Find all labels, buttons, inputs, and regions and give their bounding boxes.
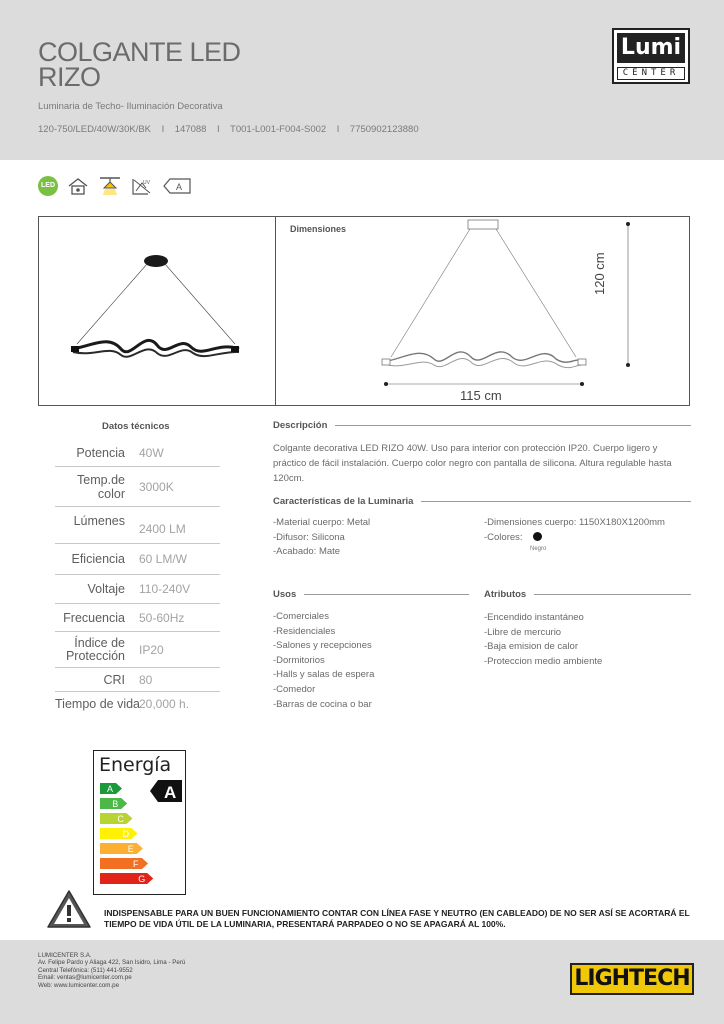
tech-label: Índice de Protección bbox=[65, 635, 125, 663]
footer-band bbox=[0, 940, 724, 1024]
energy-bar-d bbox=[100, 828, 138, 839]
tech-label: Eficiencia bbox=[71, 552, 125, 566]
color-swatch-black bbox=[533, 532, 542, 541]
logo-wordmark: Lumi bbox=[617, 33, 685, 63]
list-item: -Salones y recepciones bbox=[273, 640, 372, 652]
tech-value: 80 bbox=[139, 672, 153, 687]
list-item: -Material cuerpo: Metal bbox=[273, 517, 371, 528]
list-item: -Comedor bbox=[273, 683, 316, 695]
tech-row bbox=[55, 575, 220, 604]
energy-scale bbox=[94, 751, 184, 893]
energy-bar-label: G bbox=[138, 874, 146, 884]
characteristics-left bbox=[273, 516, 370, 560]
title-line-2: RIZO bbox=[38, 62, 101, 92]
tech-row bbox=[55, 604, 220, 632]
tech-label: Voltaje bbox=[87, 582, 125, 596]
feature-icons bbox=[38, 175, 192, 197]
list-item: -Comerciales bbox=[273, 611, 329, 622]
tech-label: Potencia bbox=[76, 446, 125, 460]
tech-title: Datos técnicos bbox=[102, 421, 170, 432]
warning-icon bbox=[46, 889, 92, 929]
footer-web: Web: www.lumicenter.com.pe bbox=[38, 981, 120, 989]
description-text: Colgante decorativa LED RIZO 40W. Uso para interior con protección IP20. Cuerpo ligero y práctico de fácil instalación. Cuerpo color negro con pantalla de silicona. Altura regulable hasta 120cm. bbox=[273, 443, 672, 484]
atributos-list bbox=[484, 611, 602, 669]
list-item: -Acabado: Mate bbox=[273, 546, 341, 558]
tech-value: 3000K bbox=[139, 479, 174, 494]
energy-bar-label: A bbox=[107, 784, 114, 794]
list-item: -Difusor: Silicona bbox=[273, 531, 345, 543]
usos-list bbox=[273, 610, 374, 712]
tech-row bbox=[55, 440, 220, 467]
list-item: -Proteccion medio ambiente bbox=[484, 655, 603, 667]
energy-bar-label: B bbox=[112, 799, 119, 809]
list-item: -Baja emision de calor bbox=[484, 641, 578, 653]
list-item: -Barras de cocina o bar bbox=[273, 698, 372, 710]
list-item: -Encendido instantáneo bbox=[484, 612, 584, 623]
tech-row bbox=[55, 692, 220, 715]
energy-bar-label: F bbox=[133, 859, 139, 869]
list-item bbox=[484, 531, 665, 546]
dimension-drawing bbox=[276, 217, 690, 405]
list-item: -Dormitorios bbox=[273, 654, 325, 666]
tech-row bbox=[55, 507, 220, 544]
list-item: -Libre de mercurio bbox=[484, 626, 562, 638]
characteristics-title: Características de la Luminaria bbox=[273, 496, 414, 507]
product-subtitle: Luminaria de Techo- Iluminación Decorativa bbox=[38, 101, 223, 112]
tech-label: Lúmenes bbox=[73, 514, 125, 528]
usos-title: Usos bbox=[273, 589, 297, 600]
footer-address: Av. Felipe Pardo y Aliaga 422, San Isidro, Lima - Perú bbox=[38, 959, 186, 967]
list-item: -Dimensiones cuerpo: 1150X180X1200mm bbox=[484, 517, 665, 528]
energy-bar-label: D bbox=[122, 829, 130, 839]
product-image-panel bbox=[38, 216, 690, 406]
dimension-height: 120 cm bbox=[592, 252, 607, 295]
no-uv-icon bbox=[130, 176, 154, 196]
tech-row bbox=[55, 544, 220, 575]
description-heading bbox=[273, 420, 691, 431]
characteristics-right bbox=[484, 516, 665, 545]
footer-contact bbox=[38, 952, 185, 989]
energy-tag-text: A bbox=[176, 182, 183, 192]
tech-value: IP20 bbox=[139, 642, 164, 657]
tech-value: 20,000 h. bbox=[139, 696, 190, 711]
tech-row bbox=[55, 668, 220, 692]
usos-heading bbox=[273, 589, 469, 600]
atributos-heading bbox=[484, 589, 691, 600]
lumicenter-logo bbox=[612, 28, 690, 84]
lightech-logo: LIGHTECH bbox=[570, 963, 694, 995]
tech-value: 50-60Hz bbox=[139, 610, 185, 625]
energy-bar-c bbox=[100, 813, 132, 824]
energy-bar-label: E bbox=[127, 844, 134, 854]
tech-label: Tiempo de vida bbox=[55, 696, 140, 711]
colors-label: -Colores: bbox=[484, 531, 523, 543]
footer-email: Email: ventas@lumicenter.com.pe bbox=[38, 974, 132, 982]
dimensions-label: Dimensiones bbox=[290, 224, 347, 234]
energy-class-a-icon bbox=[162, 176, 192, 196]
tech-value: 2400 LM bbox=[139, 522, 186, 536]
ceiling-lamp-icon bbox=[98, 176, 122, 196]
product-photo bbox=[39, 217, 275, 405]
tech-table bbox=[55, 440, 220, 715]
logo-subline: CENTER bbox=[617, 67, 685, 80]
energy-bar-g bbox=[100, 873, 153, 884]
tech-label: Temp.de color bbox=[77, 472, 125, 501]
dimension-width: 115 cm bbox=[460, 388, 502, 403]
list-item: -Residenciales bbox=[273, 625, 336, 637]
energy-title: Energía bbox=[99, 754, 172, 776]
tech-value: 60 LM/W bbox=[139, 552, 188, 566]
color-name: Negro bbox=[530, 546, 547, 552]
indoor-house-icon bbox=[66, 176, 90, 196]
tech-row bbox=[55, 467, 220, 507]
tech-label: CRI bbox=[103, 672, 125, 687]
product-codes: 120-750/LED/40W/30K/BK I 147088 I T001-L001-F004-S002 I 7750902123880 bbox=[38, 124, 419, 135]
footer-company: LUMICENTER S.A. bbox=[38, 952, 92, 959]
characteristics-heading bbox=[273, 496, 691, 507]
svg-text:UV: UV bbox=[143, 180, 150, 186]
footer-phone: Central Telefónica: (511) 441-9552 bbox=[38, 966, 133, 974]
header-band bbox=[0, 0, 724, 160]
tech-value: 110-240V bbox=[139, 582, 191, 596]
energy-rating-arrow bbox=[150, 780, 182, 802]
title-line-1: COLGANTE LED bbox=[38, 37, 241, 67]
tech-label: Frecuencia bbox=[63, 610, 125, 625]
list-item: -Halls y salas de espera bbox=[273, 669, 375, 681]
atributos-title: Atributos bbox=[484, 589, 527, 600]
product-title bbox=[38, 37, 241, 92]
description-title: Descripción bbox=[273, 420, 328, 431]
energy-rating-text: A bbox=[164, 783, 177, 802]
energy-label bbox=[93, 750, 186, 895]
tech-value: 40W bbox=[139, 446, 164, 460]
warning-text: INDISPENSABLE PARA UN BUEN FUNCIONAMIENTO CONTAR CON LÍNEA FASE Y NEUTRO (EN CABLEADO) DE NO SER ASÍ SE ACORTARÁ EL TIEMPO DE VIDA ÚTIL DE LA LUMINARIA, PRESENTARÁ PARPADEO O NO SE APAGARÁ AL 100%. bbox=[104, 908, 690, 929]
energy-bar-e bbox=[100, 843, 143, 854]
energy-bar-f bbox=[100, 858, 148, 869]
tech-row bbox=[55, 632, 220, 668]
led-icon: LED bbox=[38, 176, 58, 196]
energy-bar-label: C bbox=[117, 814, 124, 824]
